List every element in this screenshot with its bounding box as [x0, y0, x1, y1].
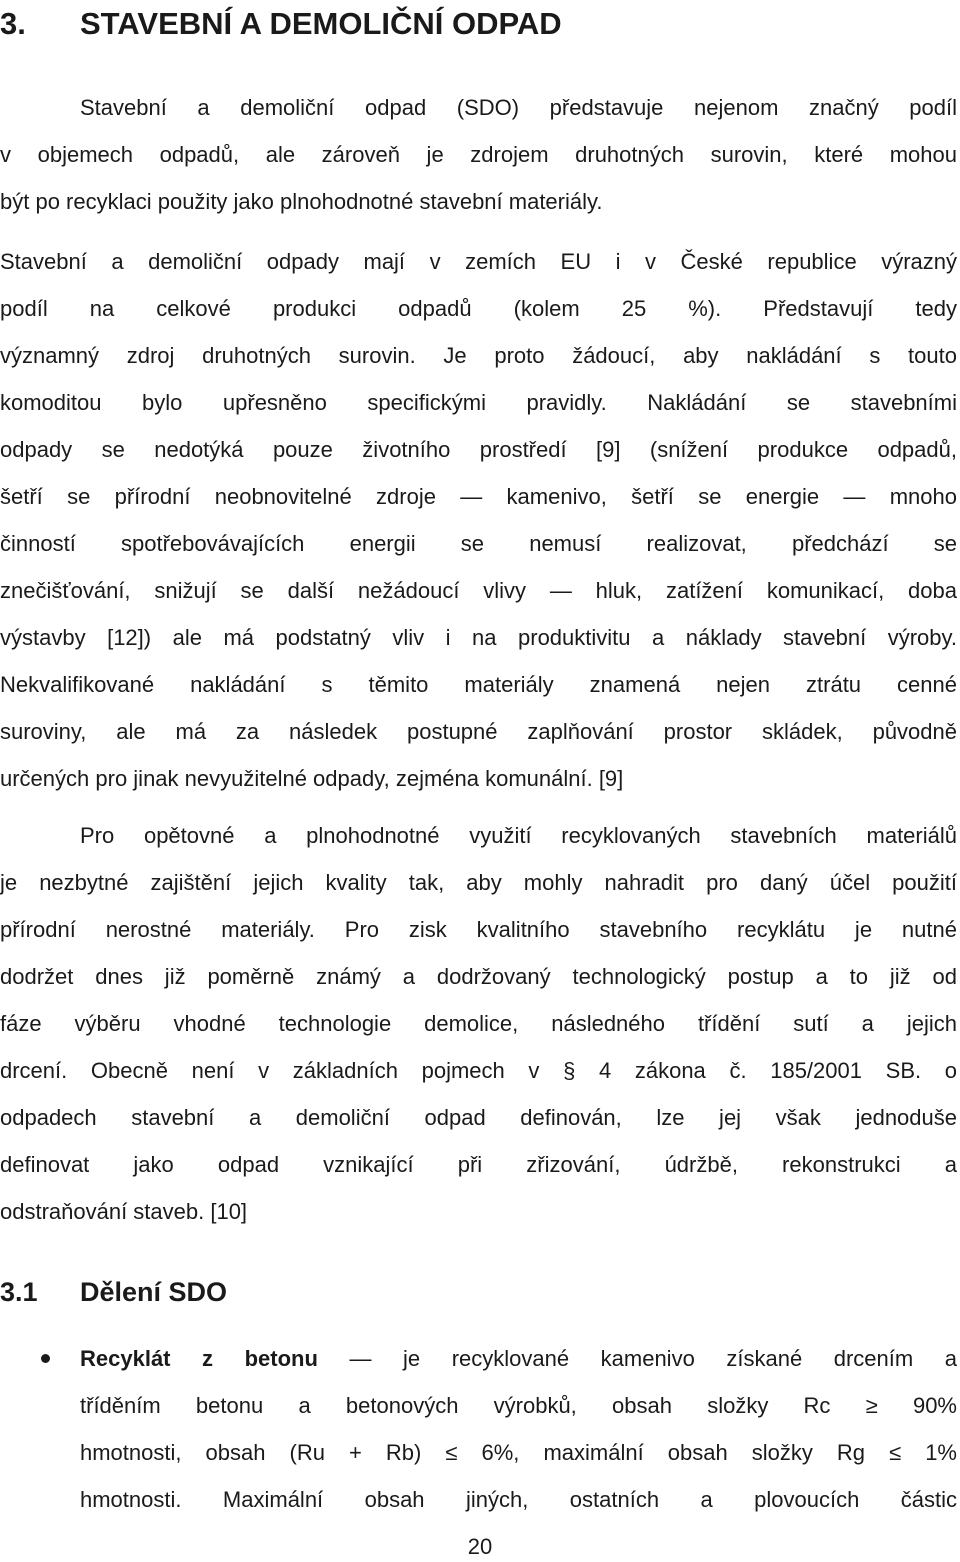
text-line: činností spotřebovávajících energii se nemusí realizovat, předchází se: [0, 531, 957, 556]
chapter-heading: [0, 4, 562, 44]
paragraph-1: [0, 84, 957, 225]
bullet-icon: [41, 1354, 50, 1363]
text-line: dodržet dnes již poměrně známý a dodržovaný technologický postup a to již od: [0, 964, 957, 989]
text-line: [80, 1335, 957, 1382]
text-line: přírodní nerostné materiály. Pro zisk kvalitního stavebního recyklátu je nutné: [0, 917, 957, 942]
text-line: definovat jako odpad vznikající při zřizování, údržbě, rekonstrukci a: [0, 1152, 957, 1177]
bullet-line-text: — je recyklované kamenivo získané drcením a: [349, 1346, 957, 1371]
text-line: je nezbytné zajištění jejich kvality tak, aby mohly nahradit pro daný účel použití: [0, 870, 957, 895]
text-line: drcení. Obecně není v základních pojmech v § 4 zákona č. 185/2001 SB. o: [0, 1058, 957, 1083]
paragraph-2: [0, 238, 957, 802]
text-line: odpadech stavební a demoliční odpad definován, lze jej však jednoduše: [0, 1105, 957, 1130]
section-title: Dělení SDO: [80, 1277, 228, 1307]
bullet-item: [80, 1335, 957, 1523]
bullet-term: Recyklát z betonu: [80, 1346, 318, 1371]
paragraph-3: [0, 812, 957, 1235]
text-line: fáze výběru vhodné technologie demolice, následného třídění sutí a jejich: [0, 1011, 957, 1036]
page-number: 20: [467, 1534, 493, 1559]
chapter-number: 3.: [0, 6, 26, 41]
text-line: tříděním betonu a betonových výrobků, obsah složky Rc ≥ 90%: [80, 1393, 957, 1418]
text-line: odstraňování staveb. [10]: [0, 1199, 248, 1224]
text-line: hmotnosti, obsah (Ru + Rb) ≤ 6%, maximální obsah složky Rg ≤ 1%: [80, 1440, 957, 1465]
text-line: významný zdroj druhotných surovin. Je proto žádoucí, aby nakládání s touto: [0, 343, 957, 368]
text-line: šetří se přírodní neobnovitelné zdroje — kamenivo, šetří se energie — mnoho: [0, 484, 957, 509]
text-line: komoditou bylo upřesněno specifickými pravidly. Nakládání se stavebními: [0, 390, 957, 415]
text-line: podíl na celkové produkci odpadů (kolem 25 %). Představují tedy: [0, 296, 957, 321]
text-line: Pro opětovné a plnohodnotné využití recyklovaných stavebních materiálů: [80, 823, 957, 848]
text-line: odpady se nedotýká pouze životního prostředí [9] (snížení produkce odpadů,: [0, 437, 957, 462]
text-line: Nekvalifikované nakládání s těmito materiály znamená nejen ztrátu cenné: [0, 672, 957, 697]
text-line: být po recyklaci použity jako plnohodnotné stavební materiály.: [0, 189, 603, 214]
text-line: v objemech odpadů, ale zároveň je zdrojem druhotných surovin, které mohou: [0, 142, 957, 167]
section-heading: [0, 1272, 227, 1312]
text-line: Stavební a demoliční odpad (SDO) představuje nejenom značný podíl: [80, 95, 957, 120]
section-number: 3.1: [0, 1277, 38, 1307]
text-line: znečišťování, snižují se další nežádoucí vlivy — hluk, zatížení komunikací, doba: [0, 578, 957, 603]
text-line: Stavební a demoliční odpady mají v zemích EU i v České republice výrazný: [0, 249, 957, 274]
text-line: určených pro jinak nevyužitelné odpady, zejména komunální. [9]: [0, 766, 624, 791]
text-line: hmotnosti. Maximální obsah jiných, ostatních a plovoucích částic: [80, 1487, 957, 1512]
chapter-title: STAVEBNÍ A DEMOLIČNÍ ODPAD: [80, 6, 562, 41]
text-line: výstavby [12]) ale má podstatný vliv i na produktivitu a náklady stavební výroby.: [0, 625, 957, 650]
text-line: suroviny, ale má za následek postupné zaplňování prostor skládek, původně: [0, 719, 957, 744]
